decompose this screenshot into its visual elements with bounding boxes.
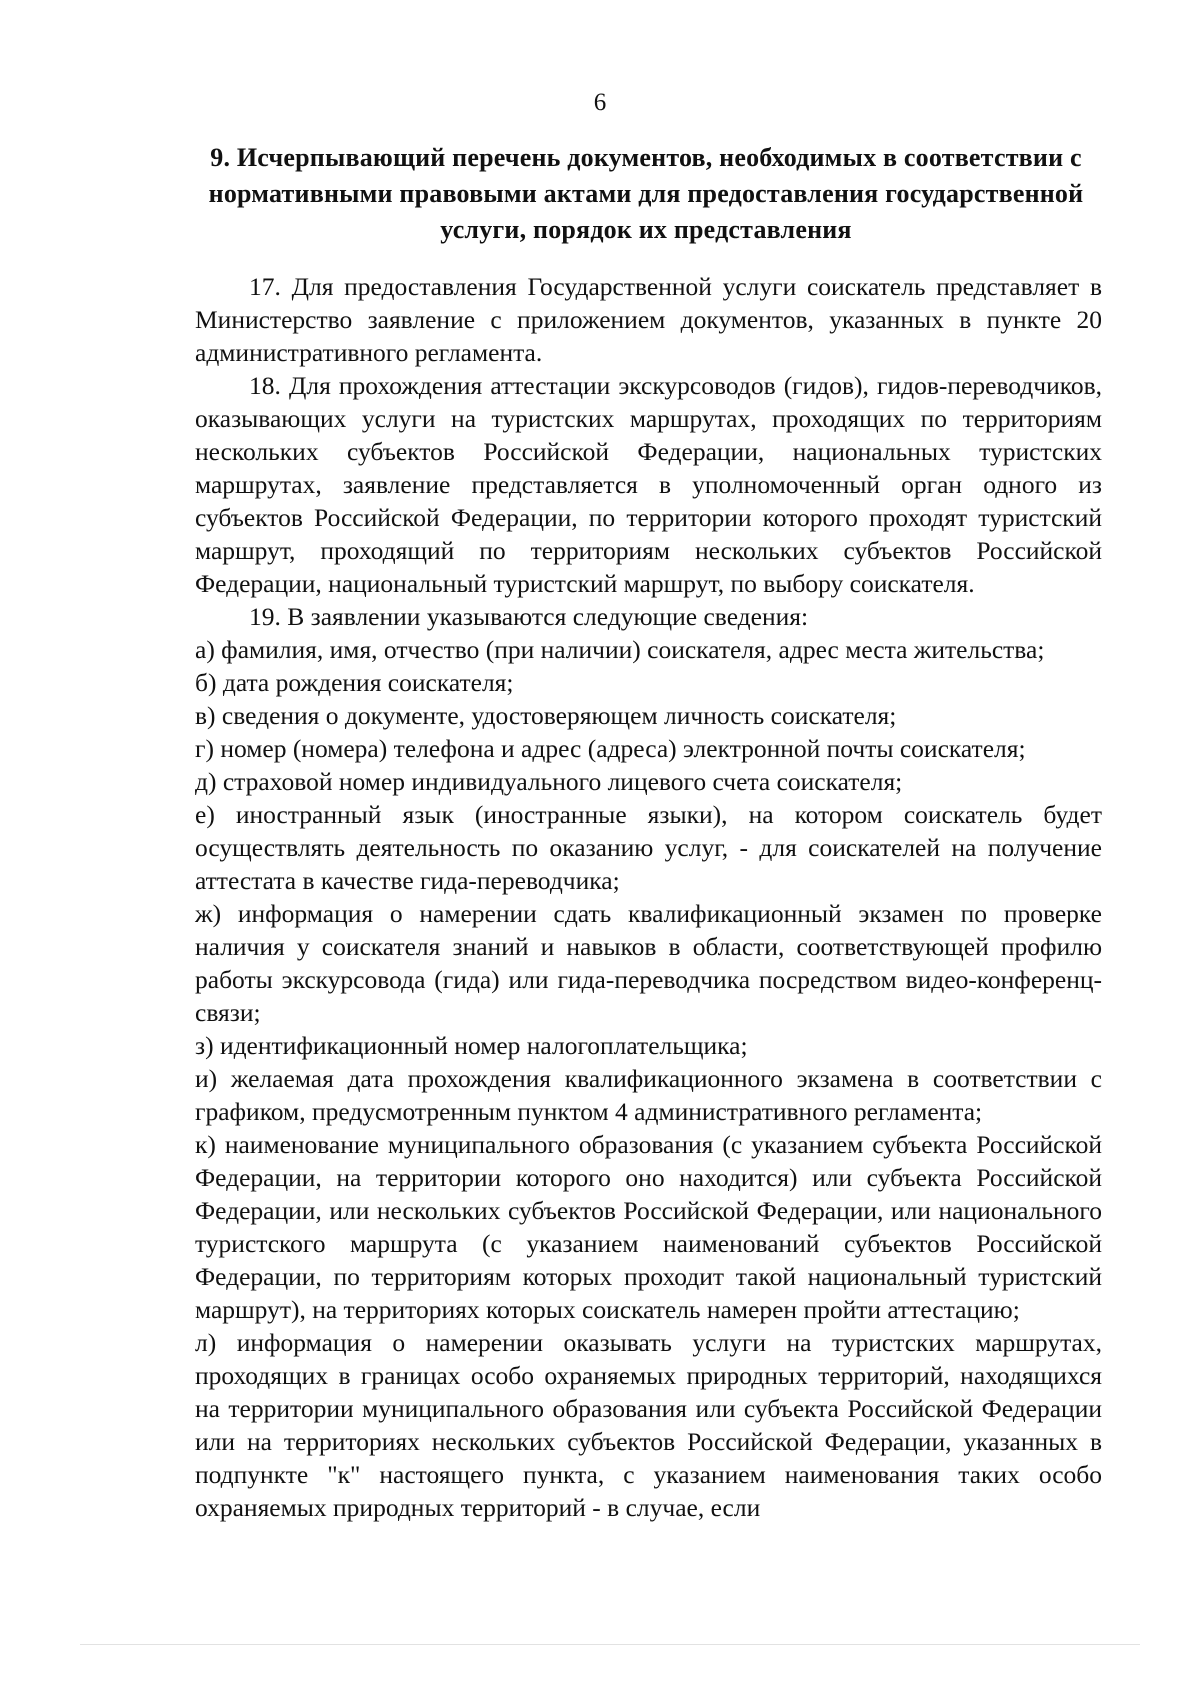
paragraph-17: 17. Для предоставления Государственной услуги соискатель представляет в Министерство заявление с приложением документов, указанных в пункте 20 административного регламента. bbox=[195, 272, 1102, 367]
list-item: и) желаемая дата прохождения квалификационного экзамена в соответствии с графиком, предусмотренным пунктом 4 административного регламента; bbox=[195, 1064, 1102, 1126]
paragraph-18: 18. Для прохождения аттестации экскурсоводов (гидов), гидов-переводчиков, оказывающих услуги на туристских маршрутах, проходящих по территориям нескольких субъектов Российской Федерации, национальных туристских маршрутах, заявление представляется в уполномоченный орган одного из субъектов Российской Федерации, по территории которого проходят туристский маршрут, проходящий по территориям нескольких субъектов Российской Федерации, национальный туристский маршрут, по выбору соискателя. bbox=[195, 371, 1102, 598]
list-item: в) сведения о документе, удостоверяющем личность соискателя; bbox=[195, 701, 897, 730]
list-item: л) информация о намерении оказывать услуги на туристских маршрутах, проходящих в границах особо охраняемых природных территорий, находящихся на территории муниципального образования или субъекта Российской Федерации или на территориях нескольких субъектов Российской Федерации, указанных в подпункте "к" настоящего пункта, с указанием наименования таких особо охраняемых природных территорий - в случае, если bbox=[195, 1328, 1102, 1522]
scan-edge-line bbox=[80, 1644, 1140, 1645]
paragraph-19: 19. В заявлении указываются следующие сведения: bbox=[249, 602, 809, 631]
body-text bbox=[195, 270, 1102, 1524]
page-number: 6 bbox=[593, 89, 607, 116]
list-item: г) номер (номера) телефона и адрес (адреса) электронной почты соискателя; bbox=[195, 734, 1026, 763]
list-item: з) идентификационный номер налогоплательщика; bbox=[195, 1031, 748, 1060]
list-item: е) иностранный язык (иностранные языки), на котором соискатель будет осуществлять деятельность по оказанию услуг, - для соискателей на получение аттестата в качестве гида-переводчика; bbox=[195, 800, 1102, 895]
list-item: д) страховой номер индивидуального лицевого счета соискателя; bbox=[195, 767, 903, 796]
list-item: а) фамилия, имя, отчество (при наличии) соискателя, адрес места жительства; bbox=[195, 635, 1045, 664]
section-title: 9. Исчерпывающий перечень документов, необходимых в соответствии с нормативными правовыми актами для предоставления государственной услуги, порядок их представления bbox=[208, 143, 1084, 244]
list-item: б) дата рождения соискателя; bbox=[195, 668, 514, 697]
list-item: ж) информация о намерении сдать квалификационный экзамен по проверке наличия у соискателя знаний и навыков в области, соответствующей профилю работы экскурсовода (гида) или гида-переводчика посредством видео-конференц-связи; bbox=[195, 899, 1102, 1027]
list-item: к) наименование муниципального образования (с указанием субъекта Российской Федерации, на территории которого оно находится) или субъекта Российской Федерации, или нескольких субъектов Российской Федерации, или национального туристского маршрута (с указанием наименований субъектов Российской Федерации, по территориям которых проходит такой национальный туристский маршрут), на территориях которых соискатель намерен пройти аттестацию; bbox=[195, 1130, 1102, 1324]
